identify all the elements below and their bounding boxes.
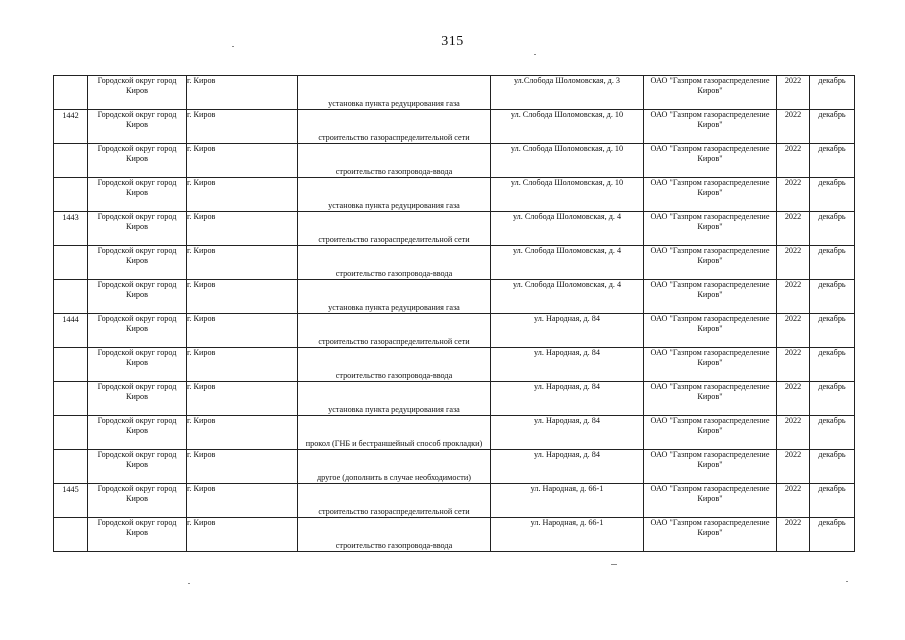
locality-cell: г. Киров <box>187 110 298 144</box>
work-type-cell: прокол (ГНБ и бестраншейный способ прокладки) <box>298 416 491 450</box>
address-cell: ул. Народная, д. 84 <box>491 348 644 382</box>
locality-cell: г. Киров <box>187 484 298 518</box>
row-number-cell <box>54 382 88 416</box>
table-row <box>54 110 855 144</box>
month-cell: декабрь <box>810 76 855 110</box>
year-cell: 2022 <box>777 212 810 246</box>
year-cell: 2022 <box>777 110 810 144</box>
month-cell: декабрь <box>810 484 855 518</box>
year-cell: 2022 <box>777 144 810 178</box>
municipality-cell: Городской округ город Киров <box>88 416 187 450</box>
scan-speck <box>232 46 234 47</box>
year-cell: 2022 <box>777 450 810 484</box>
month-cell: декабрь <box>810 416 855 450</box>
table-row <box>54 246 855 280</box>
work-type-cell: строительство газораспределительной сети <box>298 314 491 348</box>
row-number-cell <box>54 518 88 552</box>
organization-cell: ОАО "Газпром газораспределение Киров" <box>644 280 777 314</box>
table-row <box>54 518 855 552</box>
scan-speck <box>611 564 617 565</box>
table-row <box>54 144 855 178</box>
table-row <box>54 348 855 382</box>
municipality-cell: Городской округ город Киров <box>88 314 187 348</box>
work-type-cell: строительство газопровода-ввода <box>298 348 491 382</box>
year-cell: 2022 <box>777 314 810 348</box>
work-type-cell: строительство газораспределительной сети <box>298 212 491 246</box>
row-number-cell <box>54 280 88 314</box>
work-type-cell: установка пункта редуцирования газа <box>298 178 491 212</box>
address-cell: ул. Народная, д. 84 <box>491 382 644 416</box>
month-cell: декабрь <box>810 450 855 484</box>
table-row <box>54 280 855 314</box>
locality-cell: г. Киров <box>187 416 298 450</box>
municipality-cell: Городской округ город Киров <box>88 76 187 110</box>
table-row <box>54 416 855 450</box>
address-cell: ул. Слобода Шоломовская, д. 10 <box>491 144 644 178</box>
work-type-cell: другое (дополнить в случае необходимости) <box>298 450 491 484</box>
row-number-cell: 1445 <box>54 484 88 518</box>
month-cell: декабрь <box>810 518 855 552</box>
address-cell: ул. Народная, д. 84 <box>491 314 644 348</box>
municipality-cell: Городской округ город Киров <box>88 348 187 382</box>
address-cell: ул. Народная, д. 84 <box>491 416 644 450</box>
year-cell: 2022 <box>777 280 810 314</box>
municipality-cell: Городской округ город Киров <box>88 110 187 144</box>
table-row <box>54 484 855 518</box>
scan-speck <box>188 583 190 584</box>
row-number-cell <box>54 450 88 484</box>
year-cell: 2022 <box>777 246 810 280</box>
work-type-cell: строительство газопровода-ввода <box>298 518 491 552</box>
year-cell: 2022 <box>777 382 810 416</box>
row-number-cell: 1443 <box>54 212 88 246</box>
table-row <box>54 382 855 416</box>
address-cell: ул. Слобода Шоломовская, д. 4 <box>491 212 644 246</box>
scan-speck <box>534 54 536 55</box>
year-cell: 2022 <box>777 518 810 552</box>
address-cell: ул. Народная, д. 66-1 <box>491 484 644 518</box>
municipality-cell: Городской округ город Киров <box>88 212 187 246</box>
work-type-cell: строительство газопровода-ввода <box>298 144 491 178</box>
scan-speck <box>846 581 848 582</box>
municipality-cell: Городской округ город Киров <box>88 450 187 484</box>
month-cell: декабрь <box>810 212 855 246</box>
organization-cell: ОАО "Газпром газораспределение Киров" <box>644 382 777 416</box>
organization-cell: ОАО "Газпром газораспределение Киров" <box>644 416 777 450</box>
year-cell: 2022 <box>777 76 810 110</box>
address-cell: ул. Слобода Шоломовская, д. 4 <box>491 246 644 280</box>
year-cell: 2022 <box>777 178 810 212</box>
table-row <box>54 212 855 246</box>
locality-cell: г. Киров <box>187 280 298 314</box>
table-body <box>54 76 855 552</box>
month-cell: декабрь <box>810 314 855 348</box>
municipality-cell: Городской округ город Киров <box>88 280 187 314</box>
month-cell: декабрь <box>810 382 855 416</box>
organization-cell: ОАО "Газпром газораспределение Киров" <box>644 76 777 110</box>
municipality-cell: Городской округ город Киров <box>88 178 187 212</box>
row-number-cell <box>54 144 88 178</box>
locality-cell: г. Киров <box>187 144 298 178</box>
year-cell: 2022 <box>777 416 810 450</box>
month-cell: декабрь <box>810 144 855 178</box>
organization-cell: ОАО "Газпром газораспределение Киров" <box>644 212 777 246</box>
month-cell: декабрь <box>810 178 855 212</box>
table-row <box>54 450 855 484</box>
work-type-cell: установка пункта редуцирования газа <box>298 382 491 416</box>
month-cell: декабрь <box>810 348 855 382</box>
row-number-cell: 1444 <box>54 314 88 348</box>
work-type-cell: установка пункта редуцирования газа <box>298 280 491 314</box>
row-number-cell: 1442 <box>54 110 88 144</box>
organization-cell: ОАО "Газпром газораспределение Киров" <box>644 178 777 212</box>
month-cell: декабрь <box>810 110 855 144</box>
row-number-cell <box>54 246 88 280</box>
work-type-cell: установка пункта редуцирования газа <box>298 76 491 110</box>
gasification-registry-table <box>53 75 855 552</box>
municipality-cell: Городской округ город Киров <box>88 484 187 518</box>
month-cell: декабрь <box>810 246 855 280</box>
row-number-cell <box>54 76 88 110</box>
organization-cell: ОАО "Газпром газораспределение Киров" <box>644 484 777 518</box>
locality-cell: г. Киров <box>187 212 298 246</box>
municipality-cell: Городской округ город Киров <box>88 382 187 416</box>
row-number-cell <box>54 348 88 382</box>
organization-cell: ОАО "Газпром газораспределение Киров" <box>644 450 777 484</box>
row-number-cell <box>54 178 88 212</box>
address-cell: ул. Слобода Шоломовская, д. 10 <box>491 110 644 144</box>
work-type-cell: строительство газопровода-ввода <box>298 246 491 280</box>
locality-cell: г. Киров <box>187 382 298 416</box>
locality-cell: г. Киров <box>187 450 298 484</box>
work-type-cell: строительство газораспределительной сети <box>298 110 491 144</box>
page-number: 315 <box>441 34 464 49</box>
locality-cell: г. Киров <box>187 178 298 212</box>
address-cell: ул. Народная, д. 84 <box>491 450 644 484</box>
year-cell: 2022 <box>777 484 810 518</box>
locality-cell: г. Киров <box>187 76 298 110</box>
table-row <box>54 76 855 110</box>
table-row <box>54 178 855 212</box>
address-cell: ул.Слобода Шоломовская, д. 3 <box>491 76 644 110</box>
municipality-cell: Городской округ город Киров <box>88 144 187 178</box>
organization-cell: ОАО "Газпром газораспределение Киров" <box>644 314 777 348</box>
locality-cell: г. Киров <box>187 246 298 280</box>
address-cell: ул. Народная, д. 66-1 <box>491 518 644 552</box>
organization-cell: ОАО "Газпром газораспределение Киров" <box>644 144 777 178</box>
municipality-cell: Городской округ город Киров <box>88 246 187 280</box>
row-number-cell <box>54 416 88 450</box>
month-cell: декабрь <box>810 280 855 314</box>
organization-cell: ОАО "Газпром газораспределение Киров" <box>644 110 777 144</box>
address-cell: ул. Слобода Шоломовская, д. 4 <box>491 280 644 314</box>
locality-cell: г. Киров <box>187 314 298 348</box>
municipality-cell: Городской округ город Киров <box>88 518 187 552</box>
work-type-cell: строительство газораспределительной сети <box>298 484 491 518</box>
locality-cell: г. Киров <box>187 518 298 552</box>
organization-cell: ОАО "Газпром газораспределение Киров" <box>644 246 777 280</box>
organization-cell: ОАО "Газпром газораспределение Киров" <box>644 518 777 552</box>
organization-cell: ОАО "Газпром газораспределение Киров" <box>644 348 777 382</box>
table-row <box>54 314 855 348</box>
locality-cell: г. Киров <box>187 348 298 382</box>
year-cell: 2022 <box>777 348 810 382</box>
address-cell: ул. Слобода Шоломовская, д. 10 <box>491 178 644 212</box>
